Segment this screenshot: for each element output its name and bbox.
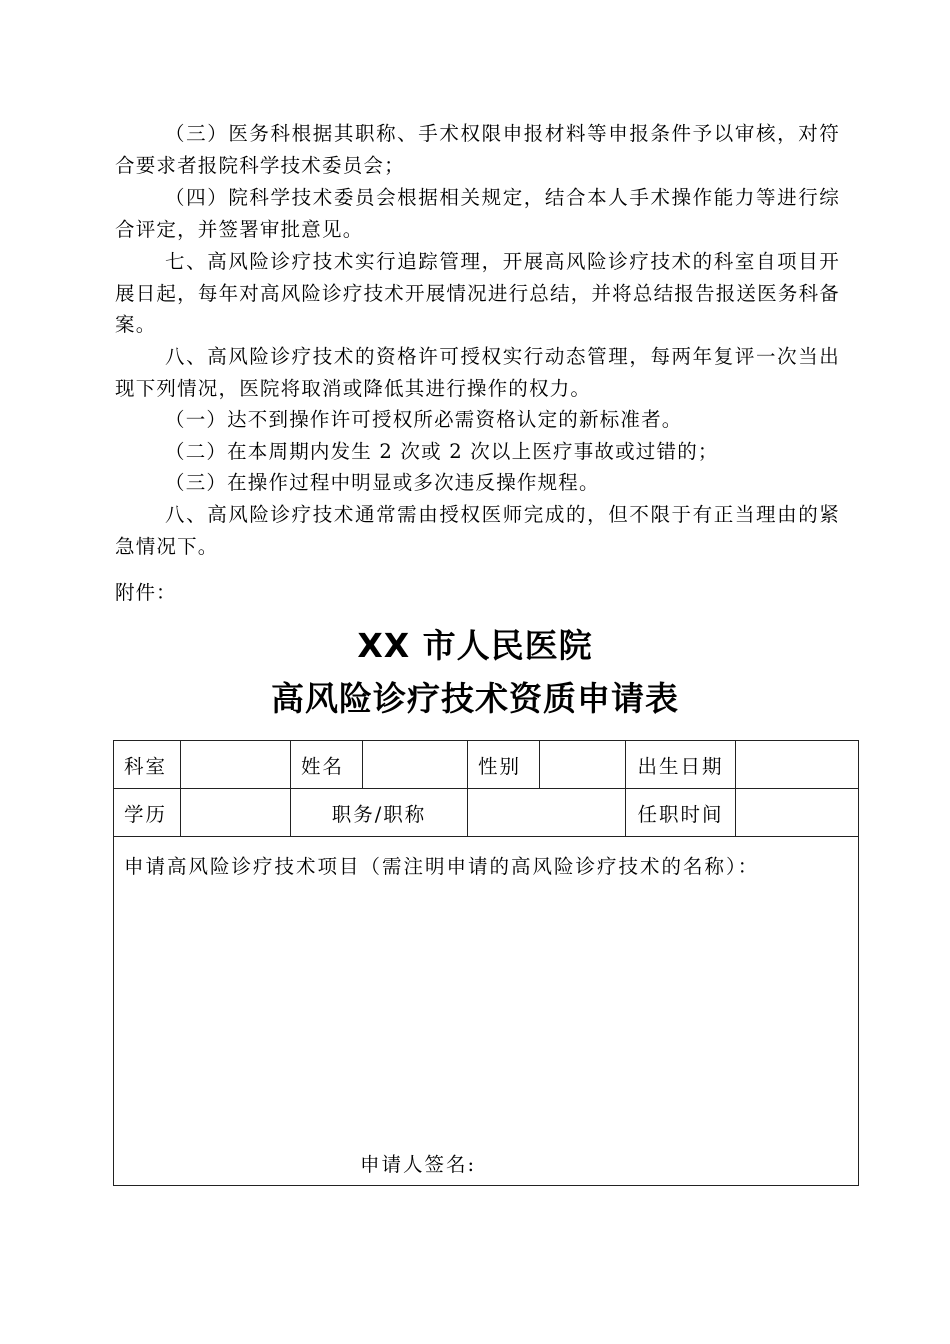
position-title-field[interactable]: [468, 789, 626, 837]
gender-label: 性别: [468, 741, 540, 789]
paragraph-condition-2: （二）在本周期内发生 2 次或 2 次以上医疗事故或过错的；: [165, 440, 719, 463]
paragraph-authorization: 八、高风险诊疗技术通常需由授权医师完成的，但不限于有正当理由的紧急情况下。: [115, 503, 840, 558]
form-title-name: 高风险诊疗技术资质申请表: [271, 679, 679, 718]
attachment-label: 附件：: [115, 581, 177, 604]
form-row-basic: [114, 741, 859, 789]
education-label: 学历: [114, 789, 181, 837]
project-field[interactable]: [114, 837, 859, 1186]
project-label: 申请高风险诊疗技术项目（需注明申请的高风险诊疗技术的名称）：: [124, 855, 760, 878]
paragraph-condition-1: （一）达不到操作许可授权所必需资格认定的新标准者。: [165, 408, 683, 431]
dept-label: 科室: [114, 741, 181, 789]
tenure-field[interactable]: [736, 789, 859, 837]
name-label: 姓名: [291, 741, 363, 789]
birth-date-label: 出生日期: [626, 741, 736, 789]
paragraph-tracking: 七、高风险诊疗技术实行追踪管理，开展高风险诊疗技术的科室自项目开展日起，每年对高风险诊疗技术开展情况进行总结，并将总结报告报送医务科备案。: [115, 250, 840, 336]
paragraph-dynamic-management: 八、高风险诊疗技术的资格许可授权实行动态管理，每两年复评一次当出现下列情况，医院将取消或降低其进行操作的权力。: [115, 345, 840, 400]
name-field[interactable]: [363, 741, 468, 789]
education-field[interactable]: [181, 789, 291, 837]
tenure-label: 任职时间: [626, 789, 736, 837]
form-row-education: [114, 789, 859, 837]
form-title-hospital: XX 市人民医院: [357, 626, 593, 665]
position-title-label: 职务/职称: [291, 789, 468, 837]
dept-field[interactable]: [181, 741, 291, 789]
birth-date-field[interactable]: [736, 741, 859, 789]
gender-field[interactable]: [540, 741, 626, 789]
applicant-signature-label: 申请人签名:: [360, 1153, 477, 1176]
application-form-table: [113, 740, 859, 1186]
form-row-project: [114, 837, 859, 1186]
paragraph-evaluation: （四）院科学技术委员会根据相关规定，结合本人手术操作能力等进行综合评定，并签署审批意见。: [115, 186, 840, 241]
paragraph-condition-3: （三）在操作过程中明显或多次违反操作规程。: [165, 471, 600, 494]
paragraph-review: （三）医务科根据其职称、手术权限申报材料等申报条件予以审核，对符合要求者报院科学技术委员会；: [115, 122, 840, 177]
